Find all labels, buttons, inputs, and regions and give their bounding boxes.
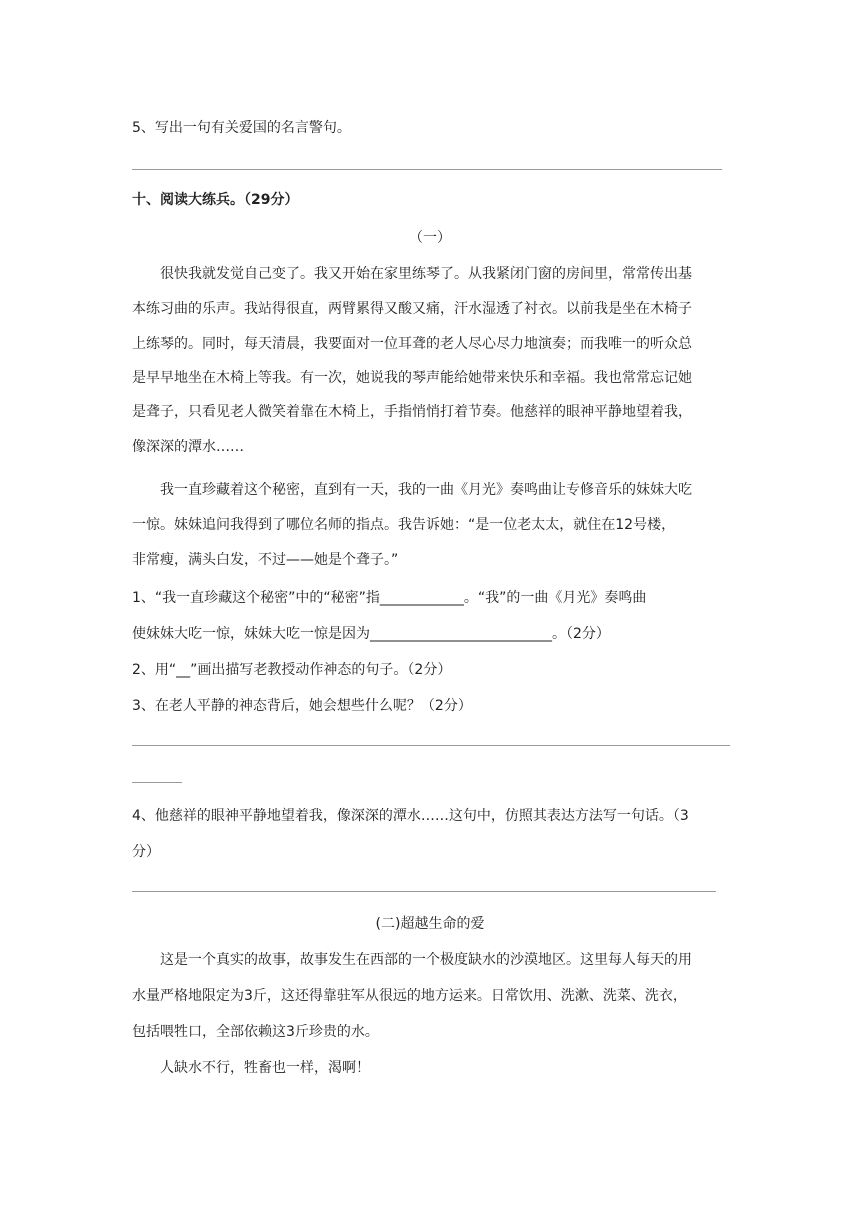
passage1-line: 非常瘦，满头白发，不过——她是个聋子。” <box>132 552 399 568</box>
part2-heading: (二)超越生命的爱 <box>375 916 485 932</box>
answer-line-q4[interactable] <box>132 891 716 892</box>
section-title: 十、阅读大练兵。（29分） <box>132 192 299 208</box>
question-3: 3、在老人平静的神态背后，她会想些什么呢？（2分） <box>132 698 472 714</box>
answer-blank-2[interactable]: __________________________ <box>370 626 552 642</box>
answer-line-q3[interactable] <box>132 745 730 746</box>
question-1-line2: 使妹妹大吃一惊，妹妹大吃一惊是因为__________________________。（2分） <box>132 626 610 642</box>
answer-line-q5 <box>132 169 722 170</box>
passage1-line: 很快我就发觉自己变了。我又开始在家里练琴了。从我紧闭门窗的房间里，常常传出基 <box>160 266 692 282</box>
passage1-line: 是早早地坐在木椅上等我。有一次，她说我的琴声能给她带来快乐和幸福。我也常常忘记她 <box>132 370 692 386</box>
passage2-line: 包括喂牲口，全部依赖这3斤珍贵的水。 <box>132 1024 379 1040</box>
passage1-line: 是聋子，只看见老人微笑着靠在木椅上，手指悄悄打着节奏。他慈祥的眼神平静地望着我， <box>132 404 692 420</box>
underline-mark: __ <box>176 662 191 678</box>
passage1-line: 上练琴的。同时，每天清晨，我要面对一位耳聋的老人尽心尽力地演奏；而我唯一的听众总 <box>132 336 692 352</box>
passage2-line: 人缺水不行，牲畜也一样，渴啊！ <box>160 1060 370 1076</box>
answer-blank-1[interactable]: ____________ <box>379 590 464 606</box>
question-1-line1: 1、“我一直珍藏这个秘密”中的“秘密”指____________。“我”的一曲《月光》奏鸣曲 <box>132 590 647 606</box>
question-2: 2、用“__”画出描写老教授动作神态的句子。（2分） <box>132 662 452 678</box>
passage1-line: 像深深的潭水…… <box>132 439 244 455</box>
passage2-line: 水量严格地限定为3斤，这还得靠驻军从很远的地方运来。日常饮用、洗漱、洗菜、洗衣， <box>132 988 687 1004</box>
passage1-line: 一惊。妹妹追问我得到了哪位名师的指点。我告诉她：“是一位老太太，就住在12号楼， <box>132 517 676 533</box>
passage1-line: 本练习曲的乐声。我站得很直，两臂累得又酸又痛，汗水湿透了衬衣。以前我是坐在木椅子 <box>132 301 692 317</box>
answer-line-q3-cont[interactable] <box>132 782 182 783</box>
question-4-line2: 分） <box>132 844 160 860</box>
question-4-line1: 4、他慈祥的眼神平静地望着我，像深深的潭水……这句中，仿照其表达方法写一句话。（3 <box>132 808 689 824</box>
part1-heading: （一） <box>409 230 451 246</box>
passage1-line: 我一直珍藏着这个秘密，直到有一天，我的一曲《月光》奏鸣曲让专修音乐的妹妹大吃 <box>160 482 692 498</box>
passage2-line: 这是一个真实的故事，故事发生在西部的一个极度缺水的沙漠地区。这里每人每天的用 <box>160 952 692 968</box>
question-5: 5、写出一句有关爱国的名言警句。 <box>132 120 351 136</box>
